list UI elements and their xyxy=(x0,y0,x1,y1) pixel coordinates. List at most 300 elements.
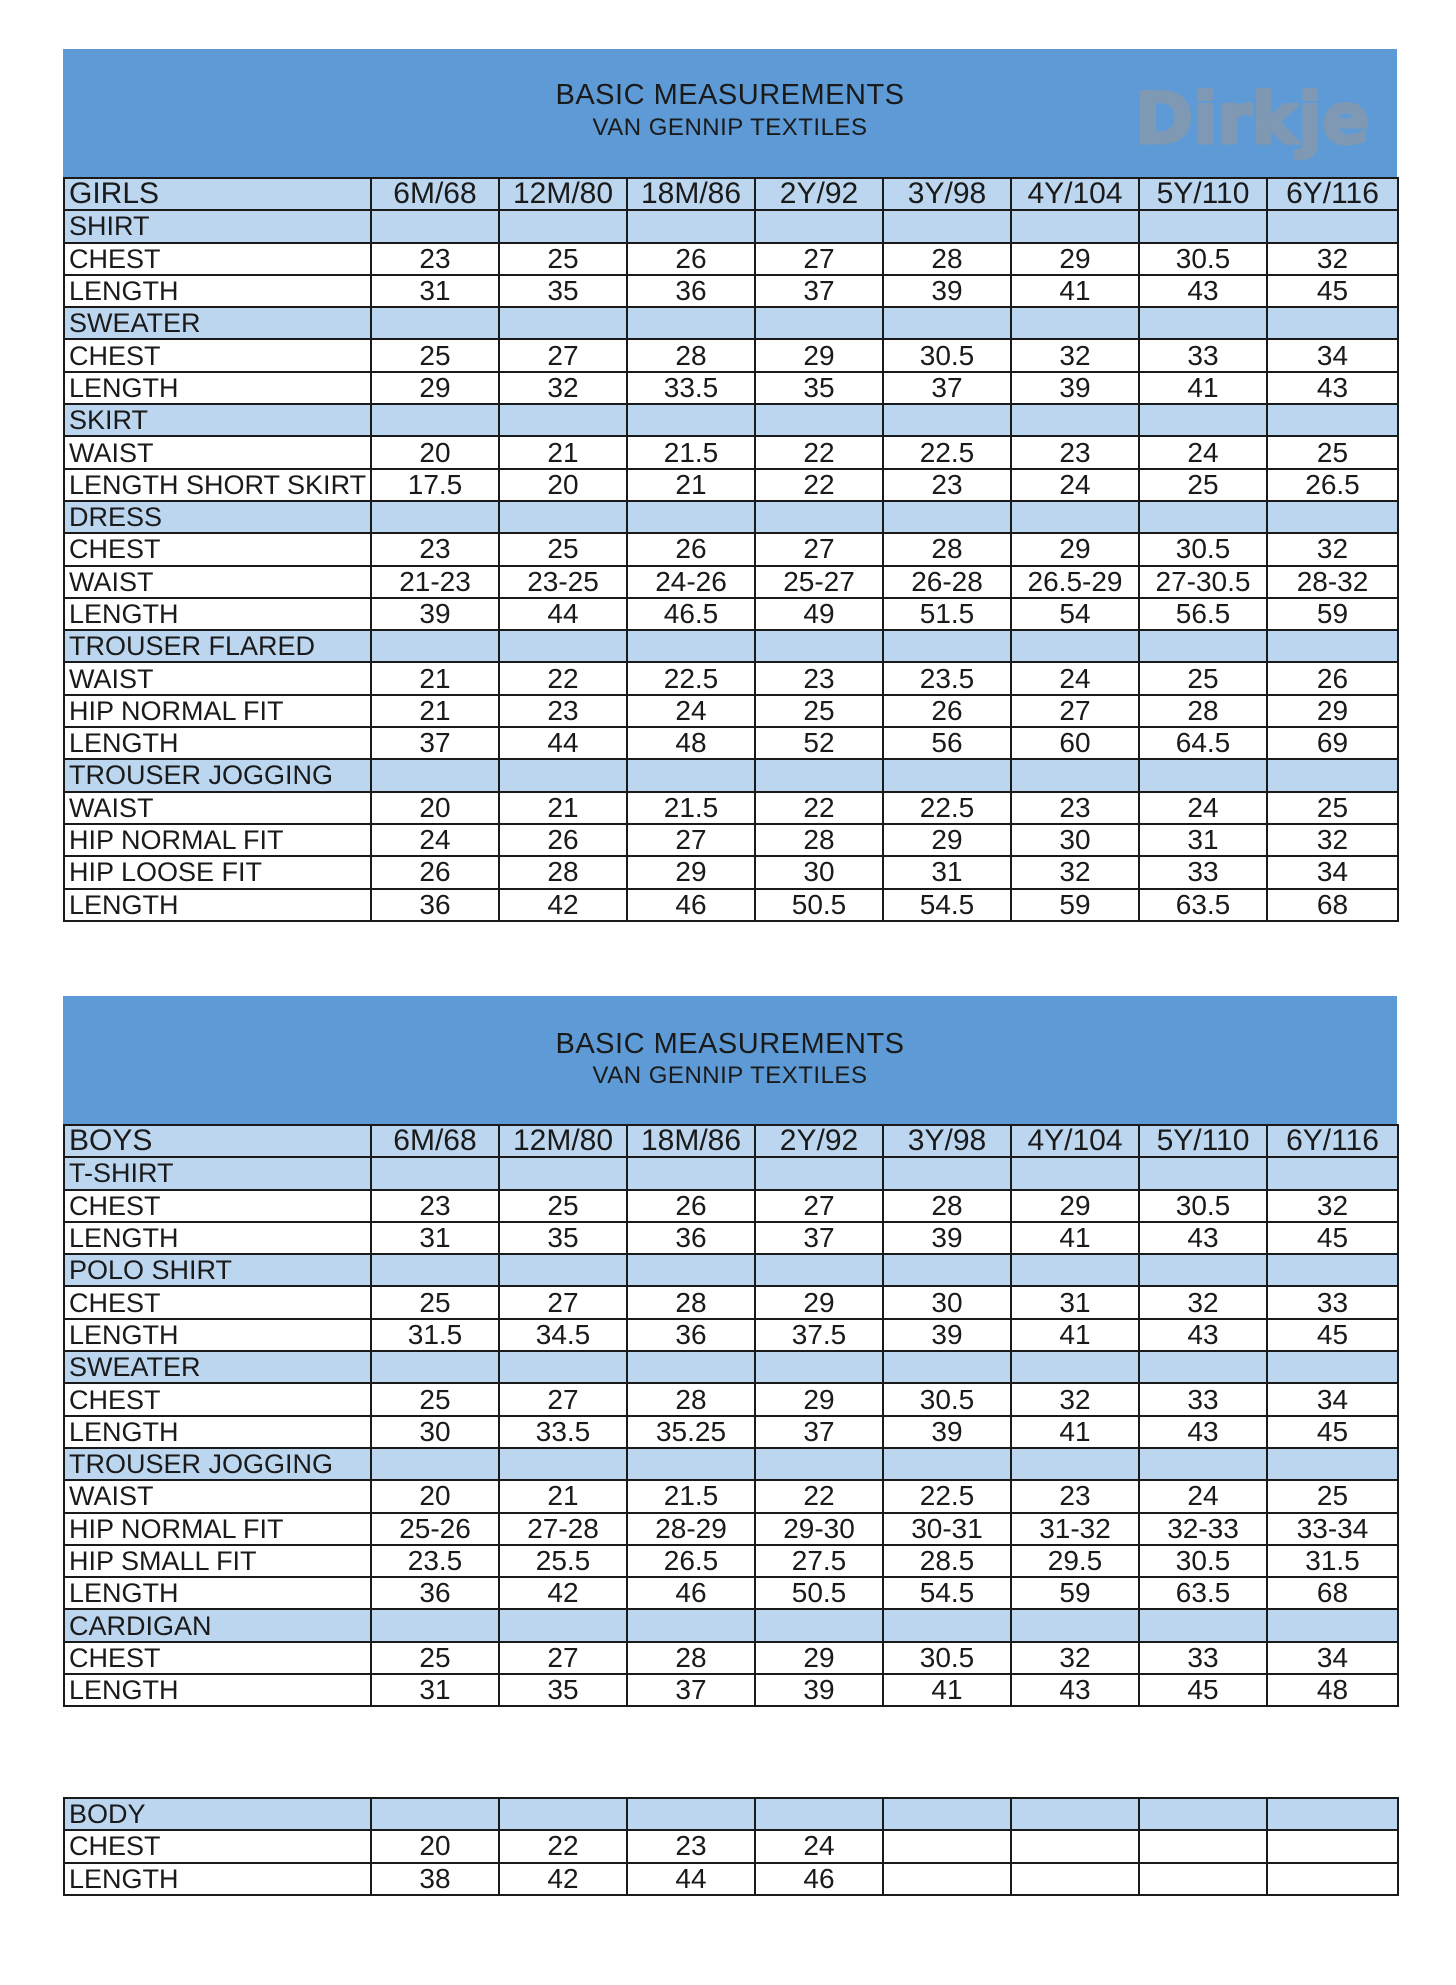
measurement-value: 29 xyxy=(1011,243,1139,275)
measurement-row xyxy=(64,469,1398,501)
section-fill-cell xyxy=(1139,501,1267,533)
section-fill-cell xyxy=(499,1254,627,1286)
measurement-value: 28 xyxy=(883,533,1011,565)
measurement-value: 22.5 xyxy=(883,792,1011,824)
size-header-cell: 5Y/110 xyxy=(1139,1125,1267,1157)
body-measurements-table xyxy=(63,1797,1399,1896)
measurement-value: 35 xyxy=(755,372,883,404)
measurement-label: LENGTH xyxy=(64,889,371,921)
measurement-value: 31.5 xyxy=(371,1319,499,1351)
measurement-value xyxy=(883,1830,1011,1862)
measurement-value: 30.5 xyxy=(1139,1190,1267,1222)
section-fill-cell xyxy=(371,630,499,662)
measurement-value: 24-26 xyxy=(627,566,755,598)
measurement-value: 20 xyxy=(371,1830,499,1862)
section-row xyxy=(64,1157,1398,1189)
measurement-value: 29 xyxy=(1267,695,1398,727)
section-fill-cell xyxy=(499,1448,627,1480)
section-fill-cell xyxy=(1139,759,1267,791)
measurement-label: CHEST xyxy=(64,339,371,371)
measurement-value: 28 xyxy=(1139,695,1267,727)
measurement-value: 54 xyxy=(1011,598,1139,630)
section-fill-cell xyxy=(883,1351,1011,1383)
measurement-value: 56 xyxy=(883,727,1011,759)
measurement-value: 26.5 xyxy=(627,1545,755,1577)
size-header-cell: 6M/68 xyxy=(371,1125,499,1157)
logo-text: Dirkje xyxy=(1135,78,1370,160)
measurement-label: WAIST xyxy=(64,566,371,598)
measurement-value xyxy=(1139,1830,1267,1862)
measurement-value: 25 xyxy=(499,243,627,275)
section-fill-cell xyxy=(1139,1157,1267,1189)
section-label: BODY xyxy=(64,1798,371,1830)
measurement-value: 30 xyxy=(1011,824,1139,856)
size-header-cell: 18M/86 xyxy=(627,178,755,210)
measurement-value: 24 xyxy=(1139,436,1267,468)
measurement-label: HIP NORMAL FIT xyxy=(64,1513,371,1545)
section-fill-cell xyxy=(627,630,755,662)
measurement-value: 45 xyxy=(1267,1416,1398,1448)
section-fill-cell xyxy=(883,210,1011,242)
section-row xyxy=(64,1448,1398,1480)
section-fill-cell xyxy=(499,1351,627,1383)
section-fill-cell xyxy=(883,307,1011,339)
measurement-value: 37.5 xyxy=(755,1319,883,1351)
measurement-value: 29-30 xyxy=(755,1513,883,1545)
measurement-value: 21 xyxy=(371,695,499,727)
size-header-cell: 2Y/92 xyxy=(755,178,883,210)
section-label: DRESS xyxy=(64,501,371,533)
section-row xyxy=(64,1609,1398,1641)
section-fill-cell xyxy=(1139,1609,1267,1641)
section-fill-cell xyxy=(627,501,755,533)
measurement-value: 30.5 xyxy=(883,1383,1011,1415)
section-fill-cell xyxy=(627,404,755,436)
measurement-value: 41 xyxy=(1139,372,1267,404)
section-fill-cell xyxy=(755,759,883,791)
measurement-value: 41 xyxy=(1011,1416,1139,1448)
measurement-row xyxy=(64,1480,1398,1512)
measurement-value: 34 xyxy=(1267,856,1398,888)
measurement-value: 23 xyxy=(371,1190,499,1222)
section-fill-cell xyxy=(499,501,627,533)
measurement-value: 24 xyxy=(1139,1480,1267,1512)
measurement-row xyxy=(64,889,1398,921)
girls-banner-title: BASIC MEASUREMENTS xyxy=(555,79,905,111)
measurement-value: 39 xyxy=(755,1674,883,1706)
section-fill-cell xyxy=(1267,759,1398,791)
section-fill-cell xyxy=(1267,1798,1398,1830)
measurement-value: 20 xyxy=(371,436,499,468)
measurement-value: 36 xyxy=(371,889,499,921)
measurement-row xyxy=(64,1863,1398,1895)
measurement-value: 49 xyxy=(755,598,883,630)
section-fill-cell xyxy=(883,501,1011,533)
measurement-label: CHEST xyxy=(64,533,371,565)
measurement-value: 29 xyxy=(627,856,755,888)
measurement-row xyxy=(64,1190,1398,1222)
section-row xyxy=(64,1351,1398,1383)
measurement-value: 60 xyxy=(1011,727,1139,759)
measurement-value: 23.5 xyxy=(371,1545,499,1577)
section-fill-cell xyxy=(1011,630,1139,662)
section-row xyxy=(64,630,1398,662)
measurement-value: 29 xyxy=(371,372,499,404)
measurement-row xyxy=(64,566,1398,598)
measurement-value: 48 xyxy=(1267,1674,1398,1706)
measurement-value: 46 xyxy=(627,1577,755,1609)
section-fill-cell xyxy=(1139,630,1267,662)
section-fill-cell xyxy=(499,1798,627,1830)
section-row xyxy=(64,404,1398,436)
measurement-value xyxy=(1139,1863,1267,1895)
section-fill-cell xyxy=(1011,1254,1139,1286)
measurement-value: 22 xyxy=(755,1480,883,1512)
measurement-value: 26-28 xyxy=(883,566,1011,598)
measurement-value: 29 xyxy=(755,1383,883,1415)
section-fill-cell xyxy=(499,1609,627,1641)
measurement-value: 24 xyxy=(1011,662,1139,694)
measurement-value: 28.5 xyxy=(883,1545,1011,1577)
measurement-value: 33 xyxy=(1267,1286,1398,1318)
boys-banner-title: BASIC MEASUREMENTS xyxy=(555,1028,905,1060)
measurement-value: 27 xyxy=(1011,695,1139,727)
section-fill-cell xyxy=(755,501,883,533)
measurement-value: 30.5 xyxy=(1139,533,1267,565)
measurement-value: 25-27 xyxy=(755,566,883,598)
measurement-value: 64.5 xyxy=(1139,727,1267,759)
section-fill-cell xyxy=(755,630,883,662)
measurement-value: 29 xyxy=(755,339,883,371)
measurement-row xyxy=(64,1830,1398,1862)
measurement-value: 32 xyxy=(1139,1286,1267,1318)
section-fill-cell xyxy=(371,1609,499,1641)
measurement-value: 41 xyxy=(883,1674,1011,1706)
measurement-value: 32 xyxy=(499,372,627,404)
measurement-label: CHEST xyxy=(64,1830,371,1862)
measurement-value: 25.5 xyxy=(499,1545,627,1577)
measurement-value: 41 xyxy=(1011,275,1139,307)
measurement-value: 37 xyxy=(627,1674,755,1706)
section-fill-cell xyxy=(755,1254,883,1286)
section-label: SKIRT xyxy=(64,404,371,436)
measurement-value: 25 xyxy=(755,695,883,727)
measurement-value: 23 xyxy=(1011,1480,1139,1512)
measurement-value: 48 xyxy=(627,727,755,759)
measurement-value: 21.5 xyxy=(627,1480,755,1512)
section-fill-cell xyxy=(1139,404,1267,436)
measurement-value: 32 xyxy=(1267,1190,1398,1222)
section-fill-cell xyxy=(627,1448,755,1480)
measurement-value: 30 xyxy=(755,856,883,888)
measurement-label: LENGTH xyxy=(64,1577,371,1609)
section-fill-cell xyxy=(755,1448,883,1480)
measurement-value: 36 xyxy=(627,1319,755,1351)
measurement-row xyxy=(64,695,1398,727)
measurement-value: 35 xyxy=(499,1674,627,1706)
dirkje-logo xyxy=(1131,71,1371,171)
measurement-label: CHEST xyxy=(64,1642,371,1674)
measurement-value: 21 xyxy=(499,1480,627,1512)
boys-banner xyxy=(63,996,1397,1124)
measurement-value: 23 xyxy=(883,469,1011,501)
measurement-value: 26.5-29 xyxy=(1011,566,1139,598)
measurement-value: 31 xyxy=(371,1674,499,1706)
measurement-row xyxy=(64,243,1398,275)
section-fill-cell xyxy=(883,1448,1011,1480)
section-fill-cell xyxy=(1011,759,1139,791)
size-header-cell: 4Y/104 xyxy=(1011,178,1139,210)
measurement-value: 26.5 xyxy=(1267,469,1398,501)
size-header-cell: 12M/80 xyxy=(499,1125,627,1157)
measurement-value: 27-28 xyxy=(499,1513,627,1545)
measurement-label: HIP LOOSE FIT xyxy=(64,856,371,888)
section-label: SWEATER xyxy=(64,307,371,339)
measurement-value: 45 xyxy=(1267,275,1398,307)
measurement-value: 26 xyxy=(499,824,627,856)
measurement-value: 34 xyxy=(1267,1383,1398,1415)
measurement-value: 50.5 xyxy=(755,889,883,921)
measurement-value: 32 xyxy=(1267,533,1398,565)
measurement-value: 33 xyxy=(1139,339,1267,371)
size-header-cell: 4Y/104 xyxy=(1011,1125,1139,1157)
section-fill-cell xyxy=(627,307,755,339)
measurement-value: 27 xyxy=(499,1642,627,1674)
measurement-value: 31-32 xyxy=(1011,1513,1139,1545)
measurement-value: 30-31 xyxy=(883,1513,1011,1545)
measurement-row xyxy=(64,856,1398,888)
measurement-label: LENGTH xyxy=(64,1319,371,1351)
measurement-row xyxy=(64,1286,1398,1318)
girls-table-body xyxy=(64,178,1398,921)
section-label: CARDIGAN xyxy=(64,1609,371,1641)
section-fill-cell xyxy=(1011,1448,1139,1480)
section-fill-cell xyxy=(755,210,883,242)
section-fill-cell xyxy=(499,404,627,436)
measurement-value: 25 xyxy=(1267,1480,1398,1512)
measurement-value xyxy=(1267,1863,1398,1895)
section-fill-cell xyxy=(371,759,499,791)
measurement-value: 21 xyxy=(371,662,499,694)
measurement-value: 27 xyxy=(627,824,755,856)
measurement-value: 23 xyxy=(755,662,883,694)
section-fill-cell xyxy=(1139,1448,1267,1480)
section-fill-cell xyxy=(1267,307,1398,339)
measurement-value: 35 xyxy=(499,275,627,307)
measurement-value: 33-34 xyxy=(1267,1513,1398,1545)
section-fill-cell xyxy=(1267,1157,1398,1189)
measurement-value: 46 xyxy=(755,1863,883,1895)
measurement-row xyxy=(64,1416,1398,1448)
measurement-value: 28 xyxy=(883,243,1011,275)
measurement-value: 31.5 xyxy=(1267,1545,1398,1577)
measurement-value: 26 xyxy=(883,695,1011,727)
measurement-row xyxy=(64,275,1398,307)
boys-measurements-table xyxy=(63,1124,1399,1707)
measurement-value: 27 xyxy=(755,533,883,565)
section-fill-cell xyxy=(1139,1254,1267,1286)
measurement-row xyxy=(64,1513,1398,1545)
measurement-value: 36 xyxy=(627,1222,755,1254)
measurement-value: 25 xyxy=(499,533,627,565)
section-fill-cell xyxy=(371,307,499,339)
measurement-value: 43 xyxy=(1139,1319,1267,1351)
measurement-value: 23 xyxy=(371,243,499,275)
measurement-value xyxy=(1267,1830,1398,1862)
measurement-value: 31 xyxy=(371,275,499,307)
section-fill-cell xyxy=(755,1609,883,1641)
measurement-value: 43 xyxy=(1267,372,1398,404)
measurement-value: 26 xyxy=(371,856,499,888)
measurement-value: 21 xyxy=(499,436,627,468)
measurement-value: 69 xyxy=(1267,727,1398,759)
measurement-value: 30.5 xyxy=(1139,1545,1267,1577)
measurement-value: 39 xyxy=(883,275,1011,307)
measurement-value: 36 xyxy=(627,275,755,307)
section-fill-cell xyxy=(1139,1798,1267,1830)
measurement-value: 24 xyxy=(755,1830,883,1862)
measurement-value: 39 xyxy=(883,1416,1011,1448)
measurement-row xyxy=(64,598,1398,630)
measurement-value: 32 xyxy=(1267,243,1398,275)
measurement-value: 43 xyxy=(1139,1416,1267,1448)
section-fill-cell xyxy=(499,1157,627,1189)
measurement-value: 45 xyxy=(1139,1674,1267,1706)
section-fill-cell xyxy=(371,1798,499,1830)
section-fill-cell xyxy=(755,1351,883,1383)
boys-banner-subtitle: VAN GENNIP TEXTILES xyxy=(592,1062,868,1089)
boys-header-row xyxy=(64,1125,1398,1157)
measurement-value: 44 xyxy=(627,1863,755,1895)
measurement-value: 44 xyxy=(499,727,627,759)
measurement-value: 32 xyxy=(1011,856,1139,888)
measurement-value: 20 xyxy=(371,792,499,824)
section-fill-cell xyxy=(627,210,755,242)
section-fill-cell xyxy=(883,759,1011,791)
measurement-value: 22 xyxy=(499,662,627,694)
section-fill-cell xyxy=(1011,404,1139,436)
section-fill-cell xyxy=(755,1798,883,1830)
measurement-label: CHEST xyxy=(64,1190,371,1222)
measurement-value: 39 xyxy=(883,1319,1011,1351)
section-fill-cell xyxy=(371,1254,499,1286)
measurement-value: 51.5 xyxy=(883,598,1011,630)
boys-table-body xyxy=(64,1125,1398,1706)
measurement-value: 39 xyxy=(371,598,499,630)
measurement-value: 43 xyxy=(1139,1222,1267,1254)
measurement-value xyxy=(883,1863,1011,1895)
section-fill-cell xyxy=(1267,210,1398,242)
measurement-value: 33 xyxy=(1139,1383,1267,1415)
measurement-value: 25 xyxy=(1139,469,1267,501)
measurement-value: 21 xyxy=(627,469,755,501)
section-fill-cell xyxy=(1011,1351,1139,1383)
measurement-value: 25 xyxy=(499,1190,627,1222)
measurement-value: 31 xyxy=(883,856,1011,888)
measurement-value: 21.5 xyxy=(627,792,755,824)
measurement-value: 29 xyxy=(883,824,1011,856)
section-fill-cell xyxy=(627,1254,755,1286)
measurement-value: 37 xyxy=(371,727,499,759)
section-row xyxy=(64,1798,1398,1830)
measurement-value: 29 xyxy=(755,1642,883,1674)
measurement-value: 22.5 xyxy=(627,662,755,694)
measurement-value: 26 xyxy=(1267,662,1398,694)
measurement-label: HIP NORMAL FIT xyxy=(64,824,371,856)
measurement-label: LENGTH xyxy=(64,1863,371,1895)
measurement-value: 22 xyxy=(499,1830,627,1862)
measurement-value: 38 xyxy=(371,1863,499,1895)
measurement-value: 28 xyxy=(627,1286,755,1318)
measurement-value: 54.5 xyxy=(883,1577,1011,1609)
section-label: TROUSER FLARED xyxy=(64,630,371,662)
table-title-cell: BOYS xyxy=(64,1125,371,1157)
section-fill-cell xyxy=(627,1609,755,1641)
measurement-value: 29 xyxy=(1011,1190,1139,1222)
measurement-row xyxy=(64,662,1398,694)
measurement-value: 27.5 xyxy=(755,1545,883,1577)
measurement-value xyxy=(1011,1863,1139,1895)
measurement-value: 31 xyxy=(1139,824,1267,856)
measurement-value: 33 xyxy=(1139,856,1267,888)
measurement-value: 17.5 xyxy=(371,469,499,501)
measurement-label: LENGTH SHORT SKIRT xyxy=(64,469,371,501)
section-label: TROUSER JOGGING xyxy=(64,759,371,791)
measurement-row xyxy=(64,1642,1398,1674)
measurement-value: 20 xyxy=(371,1480,499,1512)
measurement-label: LENGTH xyxy=(64,372,371,404)
measurement-label: WAIST xyxy=(64,436,371,468)
measurement-label: LENGTH xyxy=(64,598,371,630)
measurement-value: 25 xyxy=(371,339,499,371)
size-header-cell: 2Y/92 xyxy=(755,1125,883,1157)
measurement-value: 29.5 xyxy=(1011,1545,1139,1577)
measurement-value: 42 xyxy=(499,1577,627,1609)
section-fill-cell xyxy=(1267,404,1398,436)
measurement-row xyxy=(64,1577,1398,1609)
measurement-value: 23 xyxy=(499,695,627,727)
measurement-value: 32 xyxy=(1011,339,1139,371)
measurement-row xyxy=(64,1222,1398,1254)
measurement-value: 21.5 xyxy=(627,436,755,468)
section-row xyxy=(64,210,1398,242)
measurement-value: 52 xyxy=(755,727,883,759)
measurement-value: 29 xyxy=(755,1286,883,1318)
girls-banner-subtitle: VAN GENNIP TEXTILES xyxy=(592,114,868,141)
measurement-value: 28 xyxy=(627,339,755,371)
measurement-value: 24 xyxy=(1139,792,1267,824)
measurement-value: 32-33 xyxy=(1139,1513,1267,1545)
section-fill-cell xyxy=(627,1798,755,1830)
measurement-value: 23 xyxy=(1011,436,1139,468)
measurement-label: WAIST xyxy=(64,792,371,824)
section-fill-cell xyxy=(627,1351,755,1383)
measurement-value: 21 xyxy=(499,792,627,824)
measurement-value: 44 xyxy=(499,598,627,630)
measurement-value: 26 xyxy=(627,243,755,275)
measurement-value: 68 xyxy=(1267,1577,1398,1609)
measurement-value: 25 xyxy=(371,1383,499,1415)
size-header-cell: 12M/80 xyxy=(499,178,627,210)
measurement-value: 31 xyxy=(1011,1286,1139,1318)
table-title-cell: GIRLS xyxy=(64,178,371,210)
section-label: SWEATER xyxy=(64,1351,371,1383)
measurement-value: 35 xyxy=(499,1222,627,1254)
measurement-value: 25 xyxy=(1139,662,1267,694)
measurement-value: 24 xyxy=(1011,469,1139,501)
section-fill-cell xyxy=(1267,1448,1398,1480)
section-fill-cell xyxy=(371,404,499,436)
